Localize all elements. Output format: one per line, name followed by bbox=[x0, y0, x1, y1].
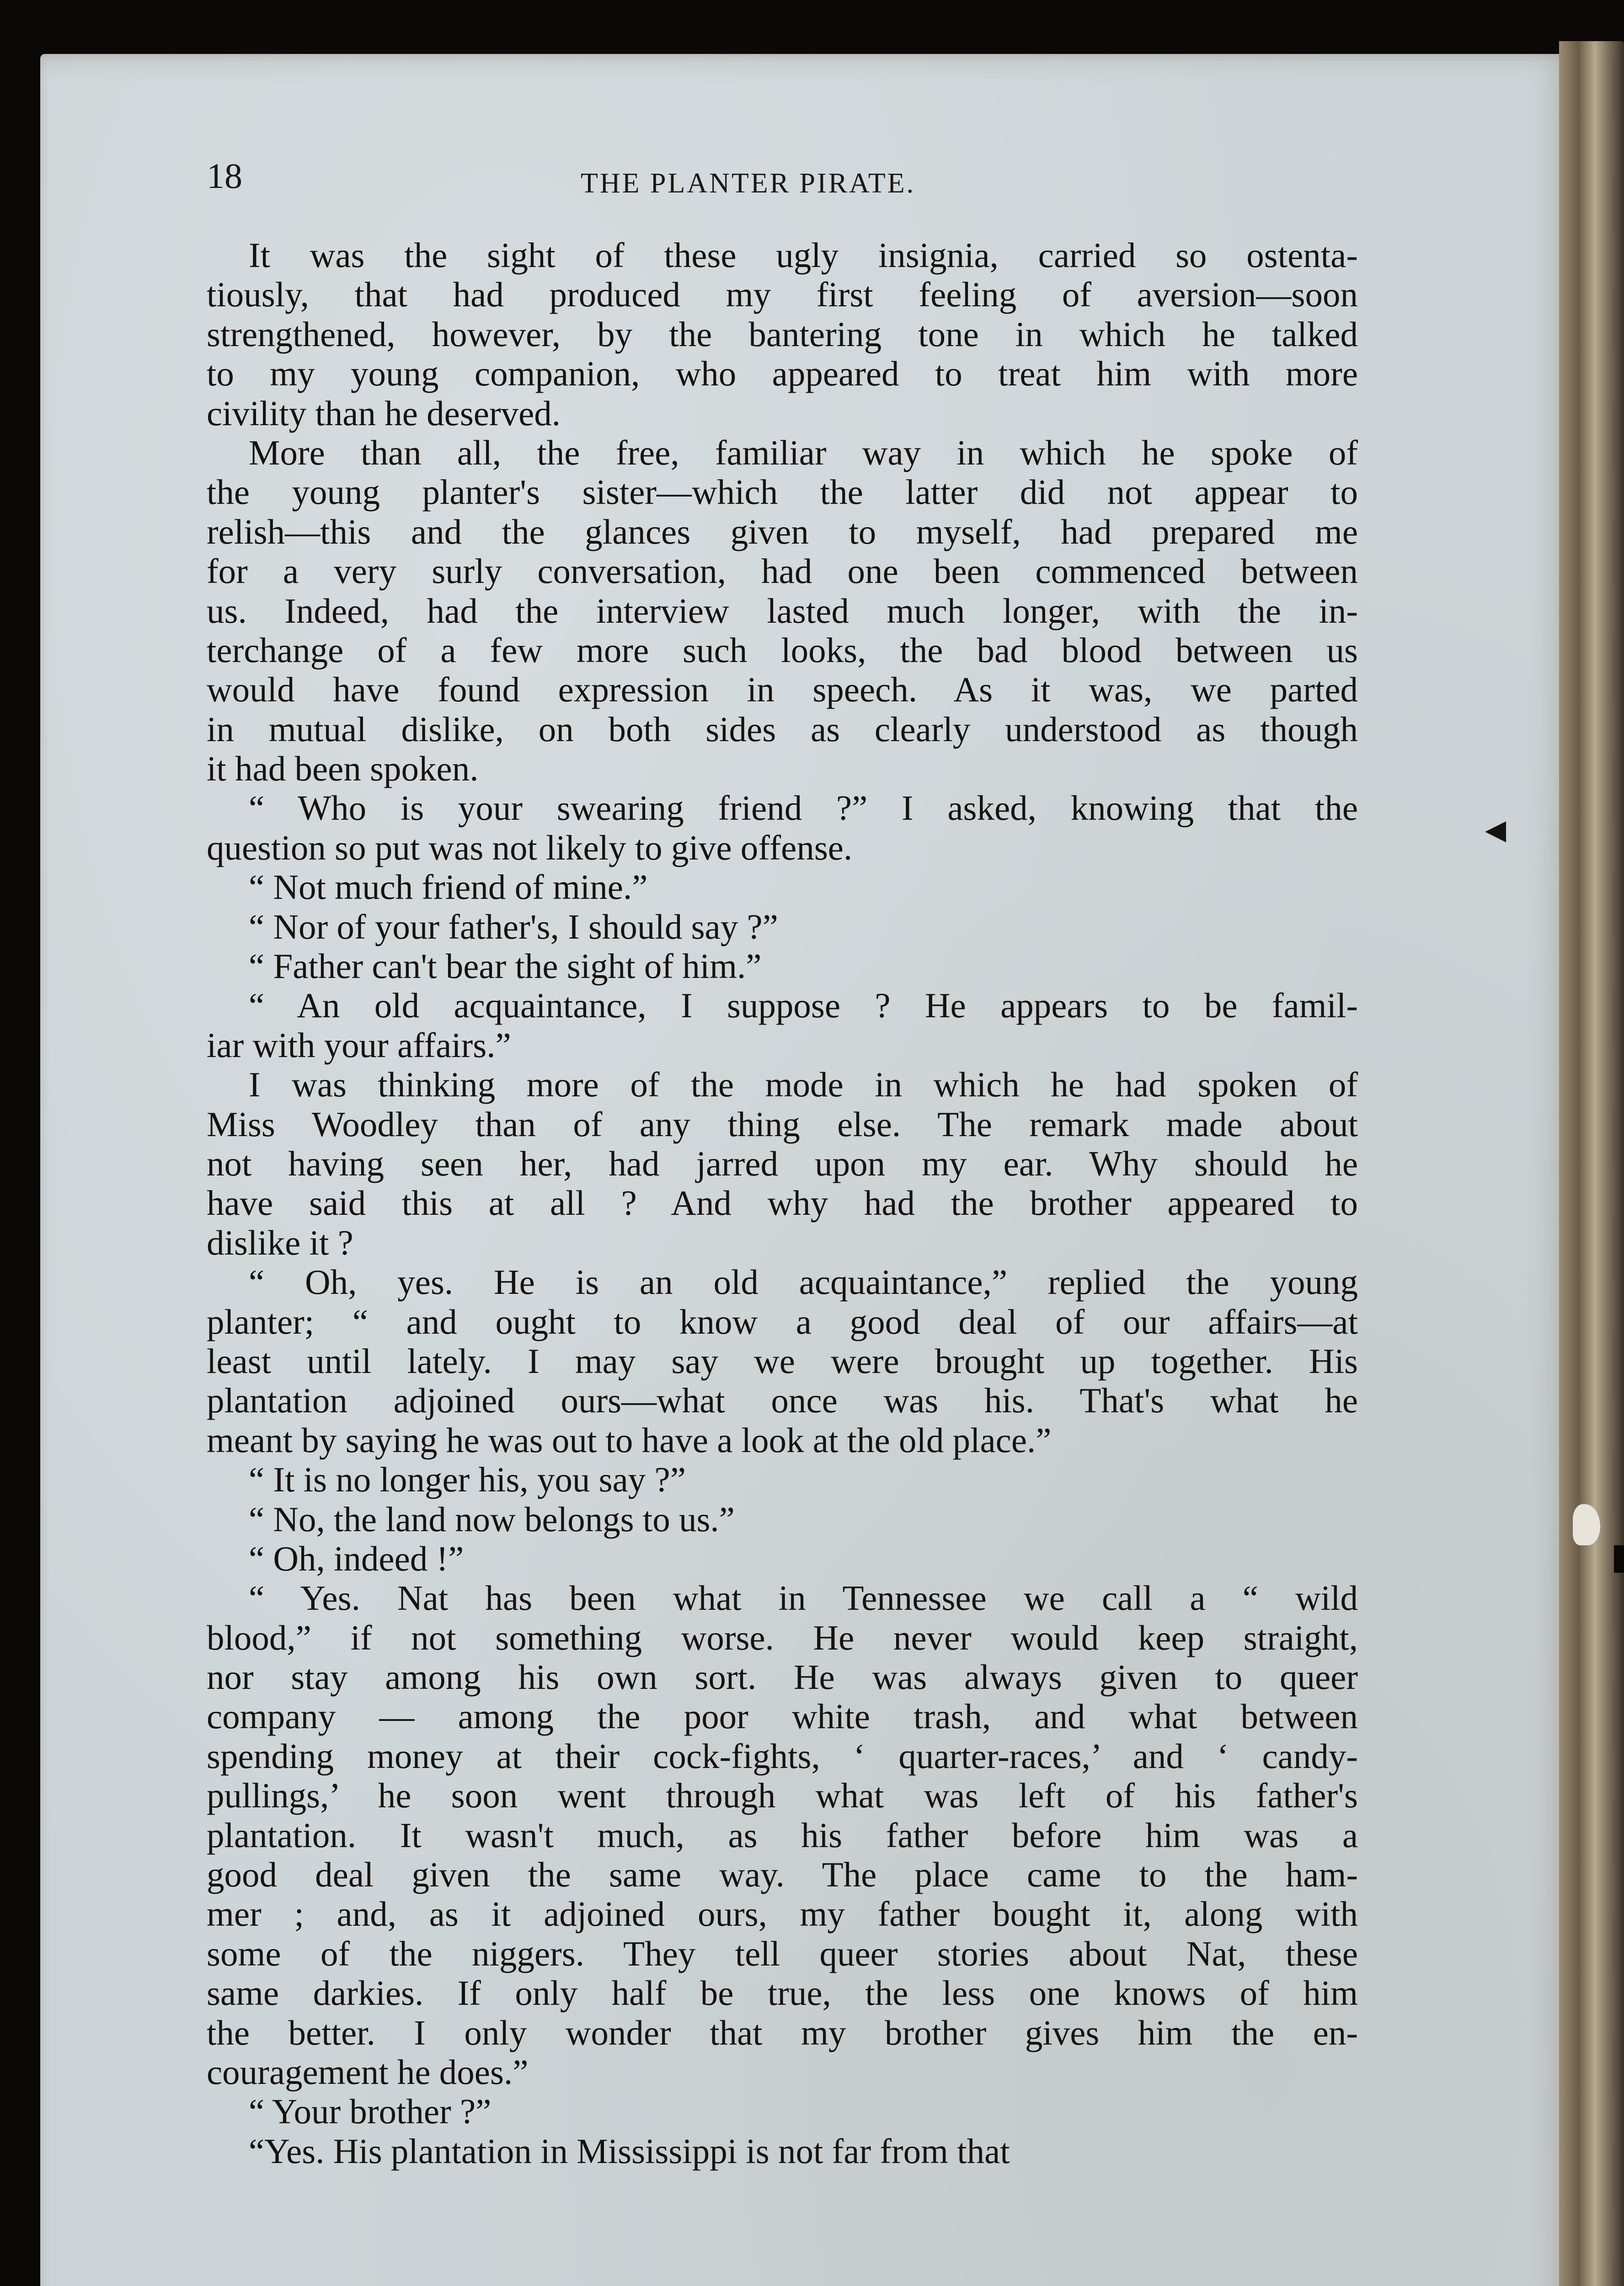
running-title: THE PLANTER PIRATE. bbox=[581, 168, 916, 199]
text-line: “ Oh, yes. He is an old acquaintance,” replied the young bbox=[249, 1262, 1358, 1302]
bleed-through-mark: ◀ bbox=[1485, 814, 1506, 846]
text-line: nor stay among his own sort. He was always given to queer bbox=[207, 1657, 1358, 1697]
page-number: 18 bbox=[207, 156, 242, 196]
text-line: spending money at their cock-fights, ‘ quarter-races,’ and ‘ candy- bbox=[207, 1736, 1358, 1776]
text-line: least until lately. I may say we were brought up together. His bbox=[207, 1341, 1358, 1381]
text-line: civility than he deserved. bbox=[207, 393, 561, 433]
text-line: same darkies. If only half be true, the less one knows of him bbox=[207, 1973, 1358, 2013]
text-line: question so put was not likely to give offense. bbox=[207, 828, 853, 867]
text-line: It was the sight of these ugly insignia, carried so ostenta- bbox=[249, 235, 1358, 275]
text-line: the young planter's sister—which the latter did not appear to bbox=[207, 472, 1358, 512]
text-line: company — among the poor white trash, and what between bbox=[207, 1697, 1358, 1736]
text-line: I was thinking more of the mode in which he had spoken of bbox=[249, 1065, 1358, 1105]
text-line: for a very surly conversation, had one been commenced between bbox=[207, 551, 1358, 591]
text-line: iar with your affairs.” bbox=[207, 1025, 511, 1065]
text-line: “ It is no longer his, you say ?” bbox=[249, 1460, 686, 1500]
text-line: “ No, the land now belongs to us.” bbox=[249, 1499, 735, 1539]
text-line: “ Not much friend of mine.” bbox=[249, 867, 648, 907]
text-line: plantation adjoined ours—what once was his. That's what he bbox=[207, 1381, 1358, 1421]
text-line: “ Oh, indeed !” bbox=[249, 1538, 464, 1578]
text-line: pullings,’ he soon went through what was left of his father's bbox=[207, 1776, 1358, 1816]
text-line: some of the niggers. They tell queer stories about Nat, these bbox=[207, 1933, 1358, 1973]
text-line: “ Yes. Nat has been what in Tennessee we call a “ wild bbox=[249, 1578, 1358, 1618]
book-spine-edge bbox=[1559, 41, 1624, 2286]
text-line: blood,” if not something worse. He never would keep straight, bbox=[207, 1618, 1358, 1657]
text-line: tiously, that had produced my first feeling of aversion—soon bbox=[207, 275, 1358, 315]
text-line: to my young companion, who appeared to treat him with more bbox=[207, 354, 1358, 394]
text-line: meant by saying he was out to have a look at the old place.” bbox=[207, 1420, 1052, 1460]
text-line: plantation. It wasn't much, as his father before him was a bbox=[207, 1815, 1358, 1855]
text-line: it had been spoken. bbox=[207, 749, 479, 789]
text-line: terchange of a few more such looks, the bad blood between us bbox=[207, 630, 1358, 670]
text-line: have said this at all ? And why had the brother appeared to bbox=[207, 1183, 1358, 1223]
text-line: “ An old acquaintance, I suppose ? He appears to be famil- bbox=[249, 986, 1358, 1025]
text-line: Miss Woodley than of any thing else. The remark made about bbox=[207, 1104, 1358, 1144]
text-line: “Yes. His plantation in Mississippi is not far from that bbox=[249, 2131, 1010, 2171]
text-line: not having seen her, had jarred upon my ear. Why should he bbox=[207, 1143, 1358, 1183]
text-line: “ Who is your swearing friend ?” I asked, knowing that the bbox=[249, 788, 1358, 828]
body-text bbox=[207, 235, 1358, 2171]
text-line: “ Your brother ?” bbox=[249, 2092, 491, 2131]
text-line: “ Nor of your father's, I should say ?” bbox=[249, 907, 778, 946]
text-line: the better. I only wonder that my brother gives him the en- bbox=[207, 2013, 1358, 2052]
torn-paper-fold bbox=[1573, 1504, 1600, 1545]
text-line: More than all, the free, familiar way in which he spoke of bbox=[249, 433, 1358, 472]
text-line: good deal given the same way. The place came to the ham- bbox=[207, 1855, 1358, 1895]
page-header bbox=[169, 155, 1358, 206]
text-line: couragement he does.” bbox=[207, 2052, 529, 2092]
edge-mark bbox=[1614, 1545, 1624, 1573]
text-line: “ Father can't bear the sight of him.” bbox=[249, 946, 762, 986]
text-line: strengthened, however, by the bantering tone in which he talked bbox=[207, 314, 1358, 354]
text-line: mer ; and, as it adjoined ours, my father bought it, along with bbox=[207, 1894, 1358, 1934]
text-line: planter; “ and ought to know a good deal of our affairs—at bbox=[207, 1302, 1358, 1341]
text-line: us. Indeed, had the interview lasted much longer, with the in- bbox=[207, 591, 1358, 630]
text-line: dislike it ? bbox=[207, 1223, 353, 1262]
text-line: would have found expression in speech. As it was, we parted bbox=[207, 670, 1358, 710]
text-line: relish—this and the glances given to myself, had prepared me bbox=[207, 512, 1358, 551]
text-line: in mutual dislike, on both sides as clearly understood as though bbox=[207, 709, 1358, 749]
